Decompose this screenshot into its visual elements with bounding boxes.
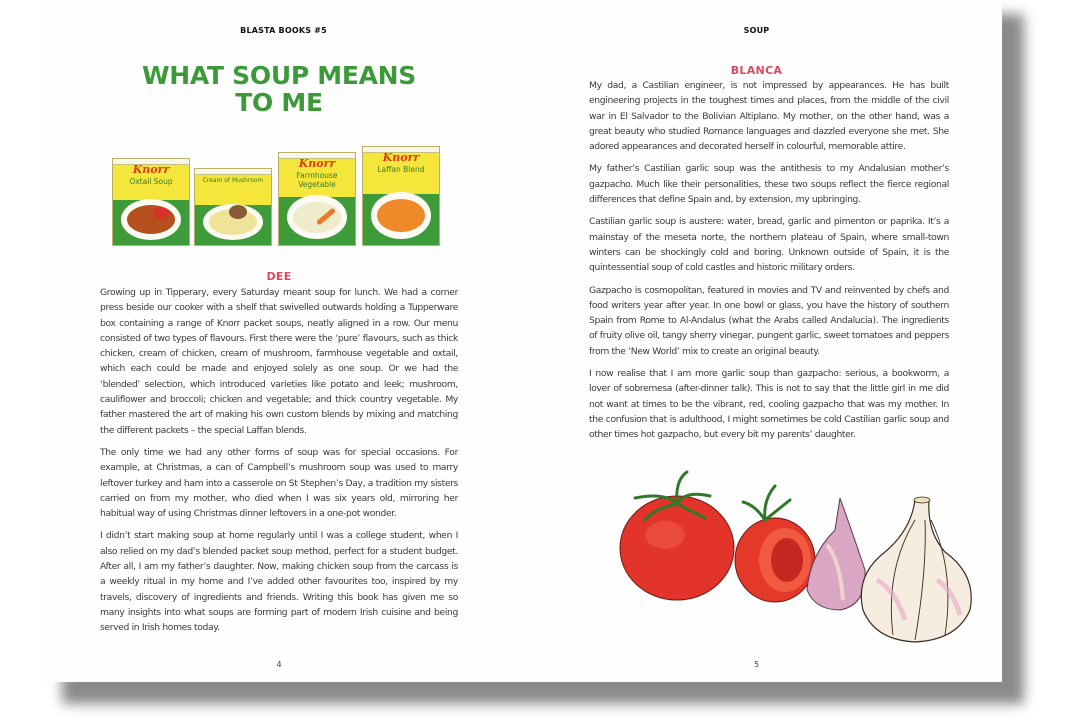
paragraph: I now realise that I am more garlic soup than gazpacho: serious, a bookworm, a lover of sobremesa (after-dinner talk). This is not to say that the little girl in me did not want at times to be the vibrant, red, cooling gazpacho that was my mother. In the confusion that is adulthood, I might sometimes be cold Castilian garlic soup and other times hot gazpacho, but every bit my parents’ daughter. — [589, 368, 949, 441]
tomato-garlic-illustration — [615, 460, 985, 650]
book-spread — [44, 0, 1002, 682]
packet-name: Oxtail Soup — [129, 177, 173, 186]
author-name-blanca: BLANCA — [730, 64, 783, 77]
right-body-text — [589, 78, 949, 450]
soup-packet — [362, 146, 440, 246]
author-name-dee: DEE — [266, 270, 292, 283]
soup-packet — [194, 168, 272, 246]
packet-name: Laffan Blend — [377, 165, 425, 174]
right-page — [523, 0, 1002, 682]
chapter-title — [44, 62, 514, 116]
soup-packet — [278, 152, 356, 246]
left-body-text — [100, 285, 458, 643]
packet-name: Cream of Mushroom — [202, 177, 264, 184]
chapter-title-line2: TO ME — [235, 88, 323, 117]
page-number-right: 5 — [753, 660, 760, 669]
paragraph: The only time we had any other forms of soup was for special occasions. For example, at Christmas, a can of Campbell’s mushroom soup was used to marry leftover turkey and ham into a casserole on St Stephen’s Day, a tradition my sisters carried on from my mother, who died when I was six years old, mirroring her habitual way of using Christmas dinner leftovers in a one-pot wonder. — [100, 446, 458, 520]
chapter-title-line1: WHAT SOUP MEANS — [142, 61, 416, 90]
paragraph: Growing up in Tipperary, every Saturday meant soup for lunch. We had a corner press beside our cooker with a shelf that swivelled outwards holding a Tupperware box containing a range of Knorr packet soups, neatly aligned in a row. Our menu consisted of two types of flavours. First there were the ‘pure’ flavours, such as thick chicken, cream of chicken, cream of mushroom, farmhouse vegetable and oxtail, which each could be made and enjoyed solely as one soup. Or we had the ‘blended’ selection, which introduced varieties like potato and leek; mushroom, cauliflower and broccoli; chicken and vegetable; and thick country vegetable. My father mastered the art of making his own custom blends by mixing and matching the different packets – the special Laffan blends. — [100, 287, 458, 436]
running-head-right: SOUP — [743, 26, 770, 35]
page-number-left: 4 — [276, 660, 282, 669]
paragraph: I didn’t start making soup at home regularly until I was a college student, when I also relied on my dad’s blended packet soup method, perfect for a student budget. After all, I am my father’s daughter. Now, making chicken soup from the carcass is a weekly ritual in my home and I’ve added other favourites too, inspired by my travels, discovery of ingredients and friends. Writing this book has given me so many insights into what soups are forming part of modern Irish cuisine and being served in Irish homes today. — [100, 530, 458, 634]
soup-packet — [112, 158, 190, 246]
packet-brand: Knorr — [298, 157, 336, 170]
paragraph: Castilian garlic soup is austere: water, bread, garlic and pimenton or paprika. It’s a mainstay of the meseta norte, the northern plateau of Spain, where small-town winters can be shockingly cold and boring. Unknown outside of Spain, it is the quintessential soup of cold castles and historic military orders. — [589, 216, 949, 274]
packet-brand: Knorr — [132, 163, 170, 176]
packet-brand: Knorr — [382, 151, 420, 164]
paragraph: My father’s Castilian garlic soup was the antithesis to my Andalusian mother’s gazpacho. Much like their personalities, these two soups reflect the fierce regional differences that define Spain and, by extension, my upbringing. — [589, 163, 949, 206]
packet-name: Farmhouse Vegetable — [296, 171, 338, 189]
left-page — [44, 0, 523, 682]
paragraph: Gazpacho is cosmopolitan, featured in movies and TV and reinvented by chefs and food writers year after year. In one bowl or glass, you have the history of southern Spain from Rome to Al-Andalus (what the Arabs called Andalucia). The ingredients of fruity olive oil, tangy sherry vinegar, pungent garlic, sweet tomatoes and peppers from the ‘New World’ mix to create an original beauty. — [589, 284, 949, 357]
soup-packets-illustration — [112, 144, 442, 246]
running-head-left: BLASTA BOOKS #5 — [240, 26, 327, 35]
paragraph: My dad, a Castilian engineer, is not impressed by appearances. He has built engineering projects in the toughest times and places, from the middle of the civil war in El Salvador to the Bolivian Altiplano. My mother, on the other hand, was a great beauty who studied Romance languages and dazzled everyone she met. She adored appearances and decorated herself in colourful, memorable attire. — [589, 80, 949, 153]
